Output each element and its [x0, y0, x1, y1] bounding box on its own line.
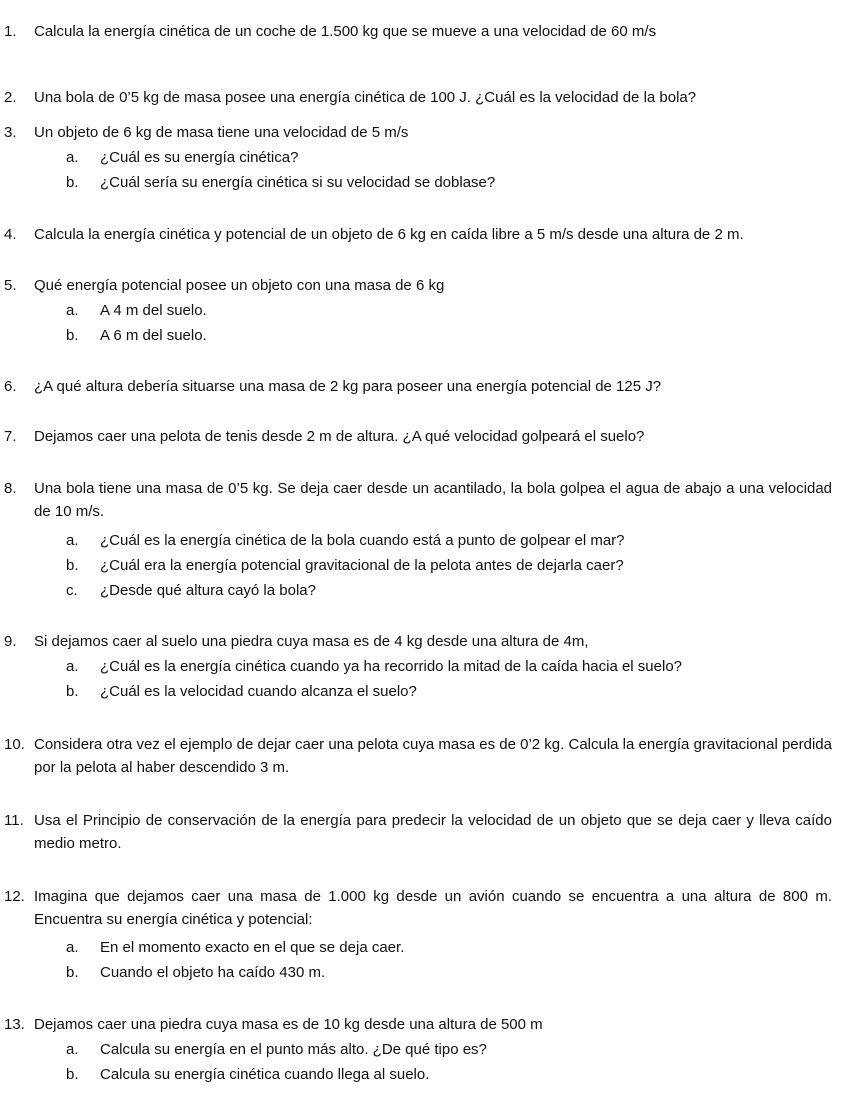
sub-question-text: ¿Cuál era la energía potencial gravitacional de la pelota antes de dejarla caer? [100, 557, 624, 574]
question-number: 5. [4, 277, 17, 294]
sub-question-8b [66, 554, 826, 577]
sub-question-text: En el momento exacto en el que se deja caer. [100, 939, 405, 956]
sub-question-text: Calcula su energía en el punto más alto. ¿De qué tipo es? [100, 1041, 487, 1058]
sub-question-text: Cuando el objeto ha caído 430 m. [100, 964, 326, 981]
sub-question-letter: b. [66, 964, 79, 981]
question-number: 11. [4, 812, 24, 829]
sub-question-text: A 6 m del suelo. [100, 327, 207, 344]
question-number: 10. [4, 736, 25, 753]
sub-question-letter: a. [66, 658, 79, 675]
question-3 [4, 121, 832, 144]
question-number: 12. [4, 888, 25, 905]
question-number: 6. [4, 378, 17, 395]
question-text: Una bola de 0’5 kg de masa posee una energía cinética de 100 J. ¿Cuál es la velocidad de la bola? [34, 89, 697, 106]
sub-question-letter: c. [66, 582, 78, 599]
question-number: 9. [4, 633, 17, 650]
sub-question-9a [66, 655, 826, 678]
question-text: Qué energía potencial posee un objeto con una masa de 6 kg [34, 277, 445, 294]
sub-question-letter: a. [66, 1041, 79, 1058]
question-7 [4, 425, 832, 448]
question-number: 4. [4, 226, 17, 243]
sub-question-letter: a. [66, 149, 79, 166]
question-5 [4, 274, 832, 297]
sub-question-letter: a. [66, 939, 79, 956]
sub-question-text: A 4 m del suelo. [100, 302, 207, 319]
sub-question-letter: b. [66, 683, 79, 700]
sub-question-text: ¿Desde qué altura cayó la bola? [100, 582, 316, 599]
sub-question-5a [66, 299, 826, 322]
question-text: ¿A qué altura debería situarse una masa de 2 kg para poseer una energía potencial de 125 J? [34, 378, 662, 395]
question-number: 8. [4, 480, 17, 497]
sub-question-8c [66, 579, 826, 602]
question-text: Si dejamos caer al suelo una piedra cuya masa es de 4 kg desde una altura de 4m, [34, 633, 589, 650]
sub-question-text: ¿Cuál sería su energía cinética si su velocidad se doblase? [100, 174, 496, 191]
question-13 [4, 1013, 832, 1036]
question-number: 2. [4, 89, 17, 106]
question-9 [4, 630, 832, 653]
sub-question-12b [66, 961, 826, 984]
sub-question-3a [66, 146, 826, 169]
question-number: 7. [4, 428, 17, 445]
sub-question-letter: a. [66, 302, 79, 319]
sub-question-letter: b. [66, 1066, 79, 1083]
question-1 [4, 20, 832, 43]
sub-question-text: ¿Cuál es su energía cinética? [100, 149, 299, 166]
question-2 [4, 86, 832, 109]
question-11 [4, 809, 832, 855]
sub-question-9b [66, 680, 826, 703]
question-text: Calcula la energía cinética y potencial de un objeto de 6 kg en caída libre a 5 m/s desde una altura de 2 m. [34, 226, 744, 243]
question-text: Calcula la energía cinética de un coche de 1.500 kg que se mueve a una velocidad de 60 m/s [34, 23, 657, 40]
question-text: Considera otra vez el ejemplo de dejar caer una pelota cuya masa es de 0’2 kg. Calcula la energía gravitacional perdida por la pelota al haber descendido 3 m. [34, 736, 832, 776]
sub-question-3b [66, 171, 826, 194]
sub-question-letter: b. [66, 174, 79, 191]
question-number: 3. [4, 124, 17, 141]
question-text: Imagina que dejamos caer una masa de 1.000 kg desde un avión cuando se encuentra a una altura de 800 m. Encuentra su energía cinética y potencial: [34, 888, 832, 928]
sub-question-5b [66, 324, 826, 347]
question-number: 1. [4, 23, 17, 40]
sub-question-text: ¿Cuál es la energía cinética cuando ya ha recorrido la mitad de la caída hacia el suelo? [100, 658, 683, 675]
question-6 [4, 375, 832, 398]
sub-question-8a [66, 529, 826, 552]
sub-question-13a [66, 1038, 826, 1061]
sub-question-text: ¿Cuál es la velocidad cuando alcanza el suelo? [100, 683, 417, 700]
question-4 [4, 223, 832, 246]
question-text: Un objeto de 6 kg de masa tiene una velocidad de 5 m/s [34, 124, 409, 141]
question-number: 13. [4, 1016, 25, 1033]
question-text: Usa el Principio de conservación de la energía para predecir la velocidad de un objeto que se deja caer y lleva caído medio metro. [34, 812, 832, 852]
question-text: Dejamos caer una pelota de tenis desde 2 m de altura. ¿A qué velocidad golpeará el suelo? [34, 428, 645, 445]
question-10 [4, 733, 832, 779]
question-text: Una bola tiene una masa de 0’5 kg. Se deja caer desde un acantilado, la bola golpea el agua de abajo a una velocidad de 10 m/s. [34, 480, 832, 520]
question-text: Dejamos caer una piedra cuya masa es de 10 kg desde una altura de 500 m [34, 1016, 543, 1033]
sub-question-12a [66, 936, 826, 959]
sub-question-letter: a. [66, 532, 79, 549]
question-12 [4, 885, 832, 931]
sub-question-13b [66, 1063, 826, 1086]
sub-question-text: Calcula su energía cinética cuando llega al suelo. [100, 1066, 430, 1083]
sub-question-letter: b. [66, 327, 79, 344]
sub-question-letter: b. [66, 557, 79, 574]
question-8 [4, 477, 832, 523]
sub-question-text: ¿Cuál es la energía cinética de la bola cuando está a punto de golpear el mar? [100, 532, 625, 549]
